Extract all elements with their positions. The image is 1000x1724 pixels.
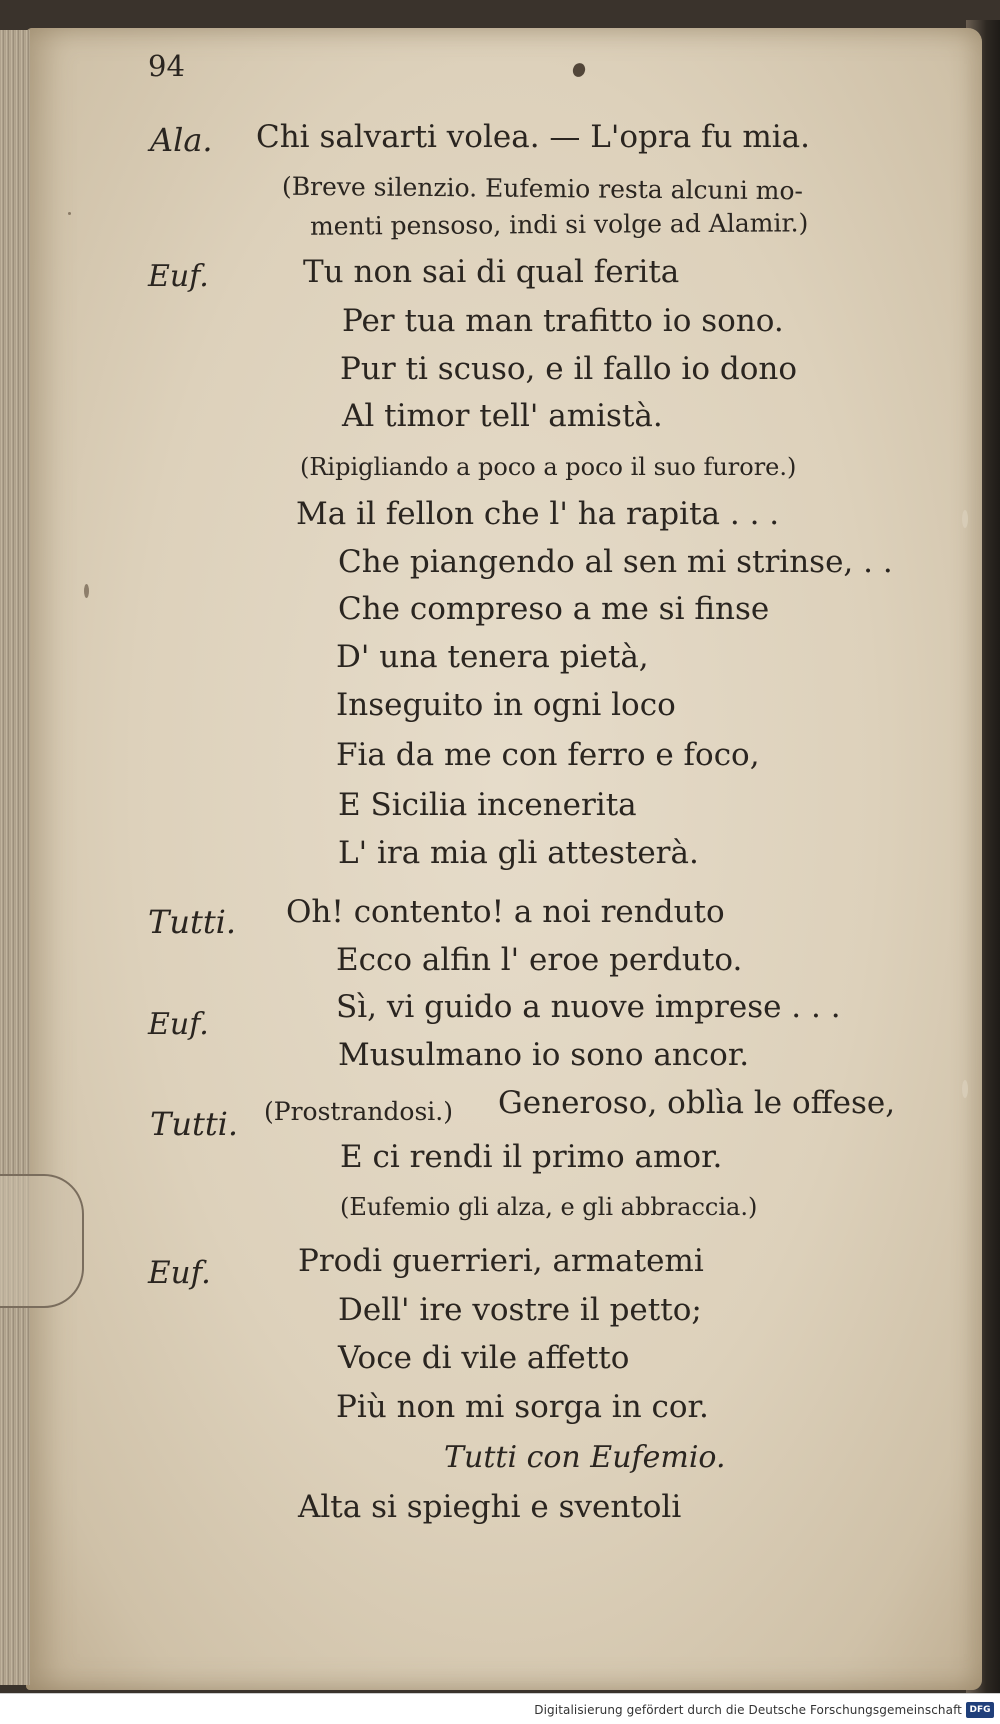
stage-direction: (Breve silenzio. Eufemio resta alcuni mo- (281, 171, 804, 206)
page-notch (962, 510, 968, 528)
stage-direction: menti pensoso, indi si volge ad Alamir.) (309, 208, 809, 241)
verse-line: Fia da me con ferro e foco, (336, 737, 760, 773)
verse-line: Che piangendo al sen mi strinse, . . (338, 544, 893, 580)
verse-line: Alta si spieghi e sventoli (298, 1489, 682, 1525)
verse-line: Generoso, oblìa le offese, (498, 1085, 896, 1121)
verse-line: Pur ti scuso, e il fallo io dono (340, 351, 797, 387)
verse-line: Che compreso a me si finse (338, 591, 770, 627)
verse-line: Sì, vi guido a nuove imprese . . . (336, 989, 841, 1025)
speaker-label: Euf. (148, 1255, 211, 1291)
stage-direction: (Eufemio gli alza, e gli abbraccia.) (340, 1193, 758, 1221)
verse-line: Chi salvarti volea. — L'opra fu mia. (256, 119, 810, 155)
verse-line: Oh! contento! a noi renduto (286, 894, 725, 930)
verse-line: Tu non sai di qual ferita (303, 254, 680, 290)
verse-line: Ecco alfin l' eroe perduto. (336, 942, 743, 978)
paper-speck (84, 584, 89, 598)
page-number: 94 (148, 49, 185, 83)
verse-line: L' ira mia gli attesterà. (338, 835, 699, 871)
page-notch (962, 1080, 968, 1098)
speaker-label: Euf. (148, 1007, 209, 1042)
verse-line: Più non mi sorga in cor. (336, 1389, 709, 1425)
verse-line: Voce di vile affetto (338, 1340, 630, 1376)
verse-line: Ma il fellon che l' ha rapita . . . (296, 496, 780, 532)
verse-line: Al timor tell' amistà. (342, 398, 663, 434)
verse-line: Per tua man trafitto io sono. (342, 303, 784, 339)
verse-line: D' una tenera pietà, (336, 639, 649, 675)
dfg-logo: DFG (966, 1702, 994, 1718)
speaker-label: Euf. (148, 259, 209, 294)
verse-line: Prodi guerrieri, armatemi (298, 1243, 704, 1279)
speaker-label: Tutti. (148, 903, 237, 941)
verse-line: E Sicilia incenerita (338, 787, 637, 823)
verse-line: Dell' ire vostre il petto; (338, 1292, 702, 1328)
section-heading: Tutti con Eufemio. (444, 1440, 726, 1475)
speaker-label: Ala. (150, 121, 213, 159)
verse-line: Inseguito in ogni loco (336, 687, 676, 723)
page-edge-stack (0, 30, 30, 1685)
stage-direction: (Prostrandosi.) (264, 1097, 453, 1126)
stage-direction: (Ripigliando a poco a poco il suo furore.) (300, 453, 797, 481)
bookmark-tab (0, 1174, 84, 1308)
verse-line: Musulmano io sono ancor. (338, 1037, 750, 1073)
paper-speck (68, 212, 71, 215)
digitization-footer (0, 1693, 1000, 1724)
footer-credit: Digitalisierung gefördert durch die Deutsche Forschungsgemeinschaft (534, 1703, 962, 1717)
verse-line: E ci rendi il primo amor. (340, 1139, 723, 1175)
speaker-label: Tutti. (150, 1105, 239, 1143)
